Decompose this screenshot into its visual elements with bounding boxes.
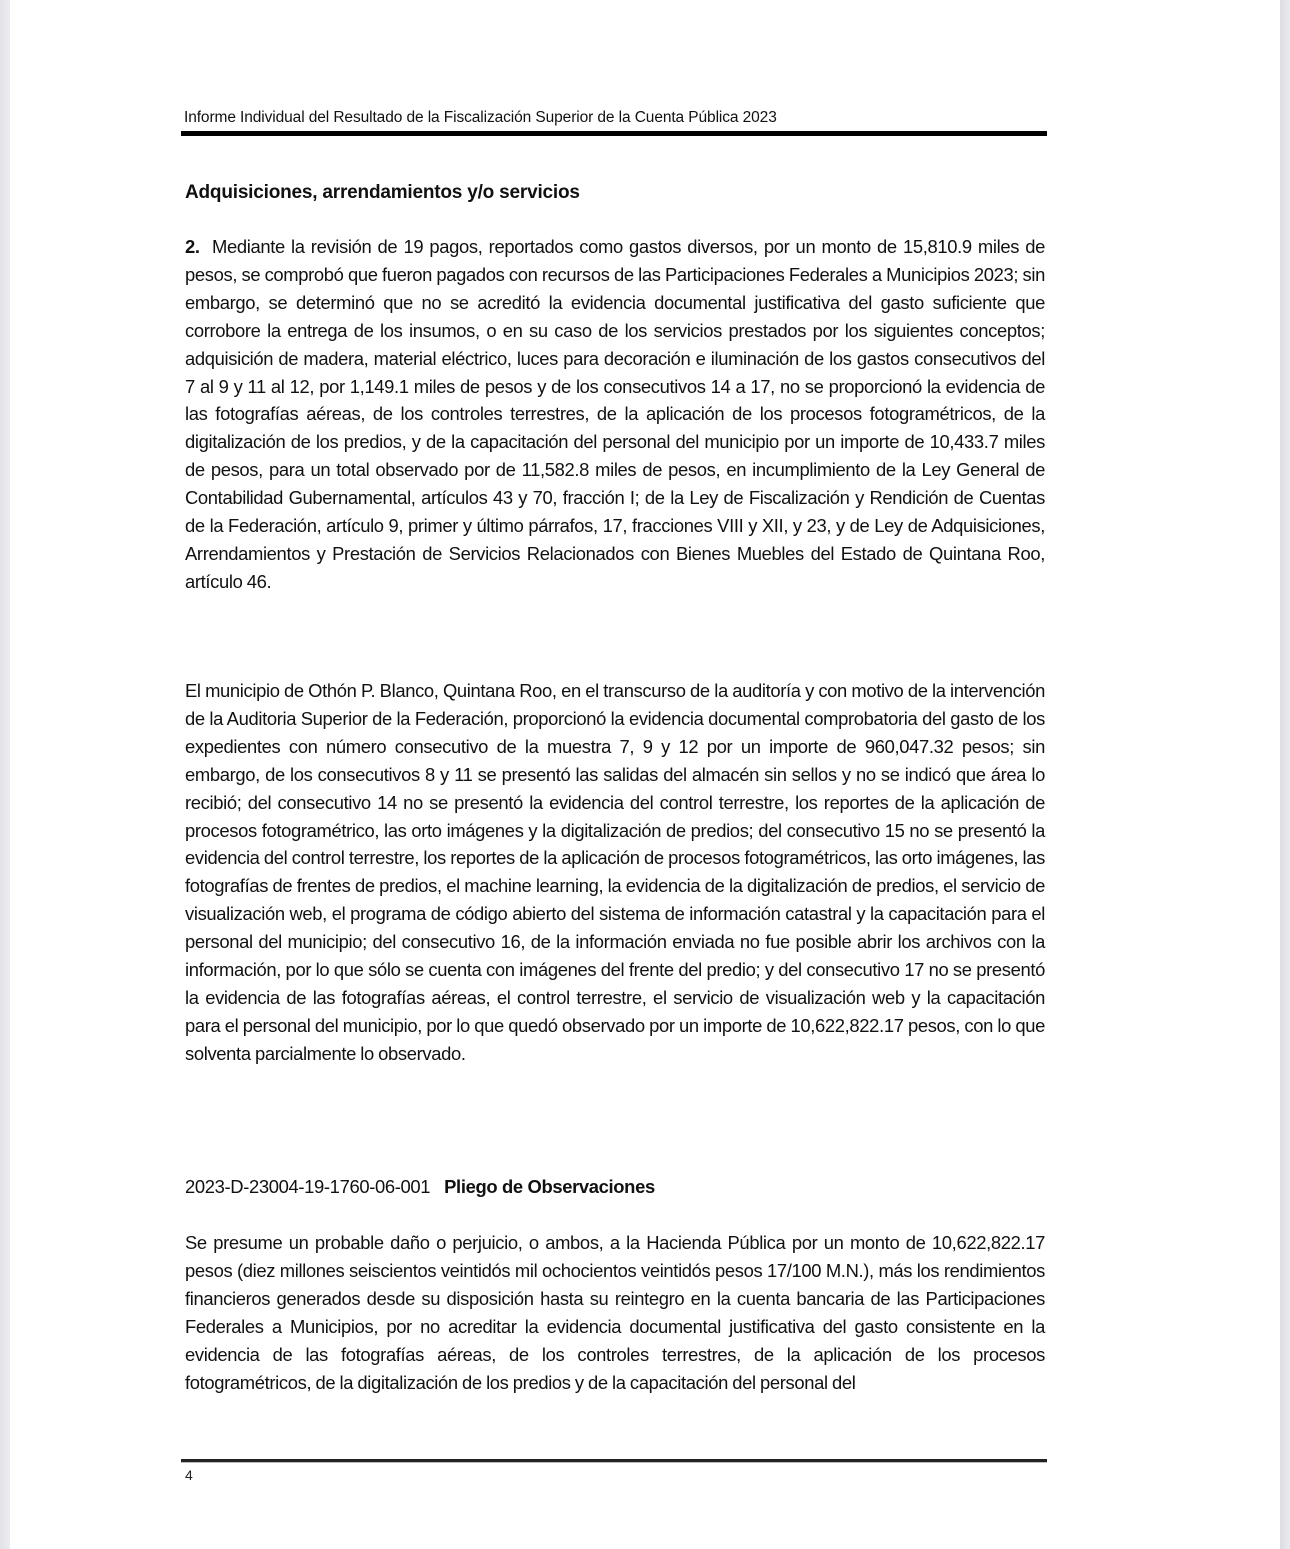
finding-number: 2. [185, 236, 200, 257]
viewer-right-margin [1280, 0, 1290, 1549]
viewer-left-margin [0, 0, 10, 1549]
response-paragraph: El municipio de Othón P. Blanco, Quintana Roo, en el transcurso de la auditoría y con motivo de la intervención de la Auditoria Superior de la Federación, proporcionó la evidencia documental comprobatoria del gasto de los expedientes con número consecutivo de la muestra 7, 9 y 12 por un importe de 960,047.32 pesos; sin embargo, de los consecutivos 8 y 11 se presentó las salidas del almacén sin sellos y no se indicó que área lo recibió; del consecutivo 14 no se presentó la evidencia del control terrestre, los reportes de la aplicación de procesos fotogramétrico, las orto imágenes y la digitalización de predios; del consecutivo 15 no se presentó la evidencia del control terrestre, los reportes de la aplicación de procesos fotogramétricos, las orto imágenes, las fotografías de frentes de predios, el machine learning, la evidencia de la digitalización de predios, el servicio de visualización web, el programa de código abierto del sistema de información catastral y la capacitación para el personal del municipio; del consecutivo 16, de la información enviada no fue posible abrir los archivos con la información, por lo que sólo se cuenta con imágenes del frente del predio; y del consecutivo 17 no se presentó la evidencia de las fotografías aéreas, el control terrestre, el servicio de visualización web y la capacitación para el personal del municipio, por lo que quedó observado por un importe de 10,622,822.17 pesos, con lo que solventa parcialmente lo observado. [185, 680, 1045, 1064]
observation-heading [185, 1176, 655, 1198]
running-header: Informe Individual del Resultado de la Fiscalización Superior de la Cuenta Pública 2023 [184, 109, 777, 126]
section-title: Adquisiciones, arrendamientos y/o servicios [185, 182, 580, 203]
observation-paragraph: Se presume un probable daño o perjuicio, o ambos, a la Hacienda Pública por un monto de 10,622,822.17 pesos (diez millones seiscientos veintidós mil ochocientos veintidós pesos 17/100 M.N.), más los rendimientos financieros generados desde su disposición hasta su reintegro en la cuenta bancaria de las Participaciones Federales a Municipios, por no acreditar la evidencia documental justificativa del gasto consistente en la evidencia de las fotografías aéreas, de los controles terrestres, de la aplicación de los procesos fotogramétricos, de la digitalización de los predios y de la capacitación del personal del [185, 1232, 1045, 1393]
observation-code: 2023-D-23004-19-1760-06-001 [185, 1176, 431, 1197]
observation-title: Pliego de Observaciones [444, 1176, 655, 1197]
finding-paragraph [185, 233, 1045, 596]
footer-divider [181, 1459, 1047, 1463]
finding-text: Mediante la revisión de 19 pagos, reportados como gastos diversos, por un monto de 15,810.9 miles de pesos, se comprobó que fueron pagados con recursos de las Participaciones Federales a Municipios 2023; sin embargo, se determinó que no se acreditó la evidencia documental justificativa del gasto suficiente que corrobore la entrega de los insumos, o en su caso de los servicios prestados por los siguientes conceptos; adquisición de madera, material eléctrico, luces para decoración e iluminación de los gastos consecutivos del 7 al 9 y 11 al 12, por 1,149.1 miles de pesos y de los consecutivos 14 a 17, no se proporcionó la evidencia de las fotografías aéreas, de los controles terrestres, de la aplicación de los procesos fotogramétricos, de la digitalización de los predios, y de la capacitación del personal del municipio por un importe de 10,433.7 miles de pesos, para un total observado por de 11,582.8 miles de pesos, en incumplimiento de la Ley General de Contabilidad Gubernamental, artículos 43 y 70, fracción I; de la Ley de Fiscalización y Rendición de Cuentas de la Federación, artículo 9, primer y último párrafos, 17, fracciones VIII y XII, y 23, y de Ley de Adquisiciones, Arrendamientos y Prestación de Servicios Relacionados con Bienes Muebles del Estado de Quintana Roo, artículo 46. [185, 236, 1045, 592]
page-number: 4 [185, 1467, 193, 1483]
header-divider [181, 131, 1047, 136]
